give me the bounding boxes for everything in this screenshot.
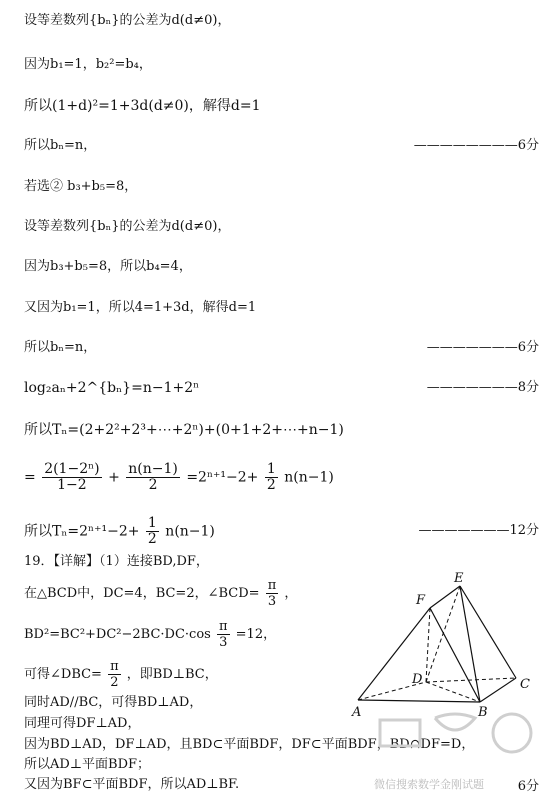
text-line-1: 设等差数列{bₙ}的公差为d(d≠0)， bbox=[24, 13, 231, 28]
edge-db bbox=[426, 682, 480, 702]
text-line-20: 因为BD⊥AD，DF⊥AD，且BD⊂平面BDF，DF⊂平面BDF，BD∩DF=D， bbox=[24, 737, 475, 752]
label-b: B bbox=[478, 705, 488, 720]
text-line-16: BD²=BC²+DC²−2BC·DC·cos $\frac{\pi}{3}$ =12， bbox=[24, 619, 277, 650]
text-line-12: = $\frac{\text{2(1−2ⁿ)}}{1-2}$ + $\frac{n(n-1)}{2}$ =2ⁿ⁺¹−2+ $\frac{1}{2}$ n(n−1) bbox=[24, 461, 334, 493]
label-d: D bbox=[412, 672, 423, 687]
fraction-3: $\frac{1}{2}$ bbox=[266, 461, 276, 493]
text-line-9: 所以bₙ=n， bbox=[24, 340, 97, 355]
text-line-11: 所以Tₙ=(2+2²+2³+⋯+2ⁿ)+(0+1+2+⋯+n−1) bbox=[24, 422, 344, 438]
text-line-6: 设等差数列{bₙ}的公差为d(d≠0)， bbox=[24, 219, 231, 234]
edge-de bbox=[426, 586, 460, 682]
text-line-8: 又因为b₁=1，所以4=1+3d，解得d=1 bbox=[24, 300, 257, 315]
text-line-3: 所以(1+d)²=1+3d(d≠0)，解得d=1 bbox=[24, 98, 261, 114]
text-line-2: 因为b₁=1，b₂²=b₄， bbox=[24, 57, 152, 72]
fraction-2: $\frac{n(n-1)}{2}$ bbox=[128, 461, 178, 493]
edge-dc bbox=[426, 678, 516, 682]
edge-cb bbox=[480, 678, 516, 702]
text-line-13: 所以Tₙ=2ⁿ⁺¹−2+ $\frac{1}{2}$ n(n−1) bbox=[24, 515, 215, 547]
text-line-18: 同时AD//BC，可得BD⊥AD， bbox=[24, 695, 203, 710]
watermark-text: 微信搜索数学金刚试题 bbox=[374, 778, 484, 791]
label-c: C bbox=[520, 677, 530, 692]
score-mark-2: ———————6分 bbox=[426, 340, 539, 355]
text-line-14: 19．【详解】（1）连接BD,DF， bbox=[24, 554, 209, 569]
text-line-5: 若选② b₃+b₅=8， bbox=[24, 179, 138, 194]
label-f: F bbox=[416, 593, 426, 608]
text-line-15: 在△BCD中，DC=4，BC=2，∠BCD= $\frac{\pi}{3}$ ， bbox=[24, 578, 298, 609]
score-mark-5: 6分 bbox=[517, 779, 539, 794]
fraction-1: $\frac{\text{2(1−2ⁿ)}}{1-2}$ bbox=[44, 461, 100, 493]
text-line-19: 同理可得DF⊥AD， bbox=[24, 716, 141, 731]
edge-fe bbox=[430, 586, 460, 608]
score-mark-4: ———————12分 bbox=[418, 523, 539, 538]
score-mark-3: ———————8分 bbox=[426, 380, 539, 395]
text-line-7: 因为b₃+b₅=8，所以b₄=4， bbox=[24, 259, 192, 274]
fraction-4: $\frac{1}{2}$ bbox=[147, 515, 157, 547]
text-line-21: 所以AD⊥平面BDF； bbox=[24, 757, 151, 772]
fraction-6: $\frac{\pi}{3}$ bbox=[218, 619, 228, 650]
score-mark-1: ————————6分 bbox=[413, 138, 539, 153]
edge-df bbox=[426, 608, 430, 682]
geometry-figure bbox=[350, 570, 545, 720]
fraction-7: $\frac{\pi}{2}$ bbox=[110, 659, 119, 690]
label-a: A bbox=[352, 705, 362, 720]
text-line-4: 所以bₙ=n， bbox=[24, 138, 97, 153]
text-line-17: 可得∠DBC= $\frac{\pi}{2}$ ，即BD⊥BC， bbox=[24, 659, 218, 690]
text-line-22: 又因为BF⊂平面BDF，所以AD⊥BF. bbox=[24, 777, 240, 792]
fraction-5: $\frac{\pi}{3}$ bbox=[267, 578, 277, 609]
text-line-10: log₂aₙ+2^{bₙ}=n−1+2ⁿ bbox=[24, 380, 200, 396]
label-e: E bbox=[454, 571, 464, 586]
